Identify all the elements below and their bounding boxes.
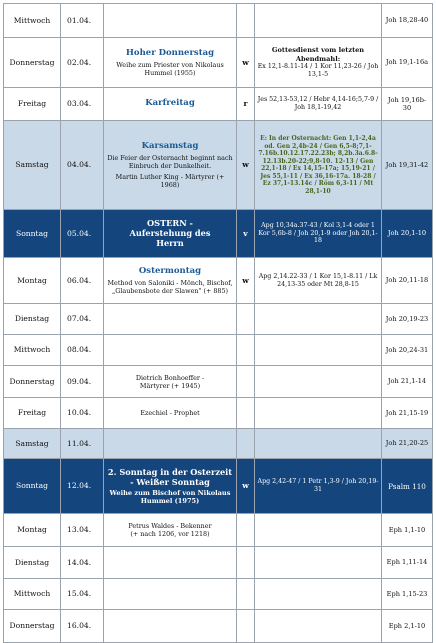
weekday: Donnerstag xyxy=(4,366,61,398)
liturgical-color xyxy=(237,366,255,398)
liturgical-color: w xyxy=(237,38,255,88)
readings xyxy=(255,258,382,304)
gospel-reading: Joh 20,11-18 xyxy=(382,258,433,304)
gospel-reading: Joh 19,31-42 xyxy=(382,121,433,210)
readings xyxy=(255,514,382,547)
readings xyxy=(255,398,382,429)
day-row xyxy=(4,304,433,335)
weekday: Freitag xyxy=(4,398,61,429)
feast-title: OSTERN - Auferstehung des Herrn xyxy=(129,217,211,249)
readings xyxy=(255,547,382,579)
gospel-reading: Joh 20,1-10 xyxy=(382,210,433,258)
easter-vigil-readings: E: In der Osternacht: Gen 1,1-2,4a od. Gen 2,4b-24 / Gen 6,5-8;7,1-7.16b.10.12.17.22.23b; 8,2b.3a.6.8-12.13b.20-22;9,8-10. 12-13 / Gen 22,1-18 / Ex 14,15-17a; 15,19-21 / Jes 55,1-11 / Ex 36,16-17a. 18-28 / Ez 37,1-13.14c / Röm 6,3-11 / Mt 28,1-10 xyxy=(258,135,378,195)
readings-text: Apg 10,34a.37-43 / Kol 3,1-4 oder 1 Kor 5,6b-8 / Joh 20,1-9 oder Joh 20,1-18 xyxy=(258,221,378,245)
readings xyxy=(255,429,382,459)
day-row xyxy=(4,366,433,398)
gospel-reading: Joh 20,19-23 xyxy=(382,304,433,335)
day-row xyxy=(4,547,433,579)
day-row xyxy=(4,88,433,121)
day-row xyxy=(4,429,433,459)
weekday: Samstag xyxy=(4,121,61,210)
readings xyxy=(255,610,382,643)
gospel-reading: Joh 18,28-40 xyxy=(382,4,433,38)
day-row xyxy=(4,610,433,643)
celebration xyxy=(104,258,237,304)
celebration xyxy=(104,610,237,643)
weekday: Sonntag xyxy=(4,459,61,514)
liturgical-color xyxy=(237,304,255,335)
liturgical-color: v xyxy=(237,210,255,258)
readings-text: Ex 12,1-8.11-14 / 1 Kor 11,23-26 / Joh 13,1-5 xyxy=(257,62,379,78)
date: 08.04. xyxy=(61,335,104,366)
date: 05.04. xyxy=(61,210,104,258)
date: 03.04. xyxy=(61,88,104,121)
celebration xyxy=(104,429,237,459)
gospel-reading: Eph 1,15-23 xyxy=(382,579,433,610)
feast-title: 2. Sonntag in der Osterzeit - Weißer Sonntag xyxy=(107,467,233,488)
feast-title: Karfreitag xyxy=(145,97,195,108)
celebration xyxy=(104,88,237,121)
celebration xyxy=(104,304,237,335)
celebration xyxy=(104,210,237,258)
liturgical-color xyxy=(237,579,255,610)
celebration xyxy=(104,579,237,610)
commemoration: Petrus Waldes - Bekenner (+ nach 1206, vor 1218) xyxy=(128,522,212,538)
date: 02.04. xyxy=(61,38,104,88)
day-row xyxy=(4,258,433,304)
readings xyxy=(255,210,382,258)
date: 07.04. xyxy=(61,304,104,335)
liturgical-color xyxy=(237,610,255,643)
weekday: Montag xyxy=(4,514,61,547)
liturgical-color: w xyxy=(237,258,255,304)
weekday: Donnerstag xyxy=(4,610,61,643)
readings xyxy=(255,38,382,88)
liturgical-color xyxy=(237,335,255,366)
weekday: Dienstag xyxy=(4,304,61,335)
readings xyxy=(255,121,382,210)
date: 04.04. xyxy=(61,121,104,210)
celebration xyxy=(104,38,237,88)
gospel-reading: Joh 19,16b-30 xyxy=(382,88,433,121)
gospel-reading: Eph 1,1-10 xyxy=(382,514,433,547)
gospel-reading: Joh 21,20-25 xyxy=(382,429,433,459)
commemoration: Ezechiel - Prophet xyxy=(140,409,200,417)
liturgical-color xyxy=(237,398,255,429)
weekday: Mittwoch xyxy=(4,335,61,366)
liturgical-color: w xyxy=(237,121,255,210)
weekday: Sonntag xyxy=(4,210,61,258)
celebration xyxy=(104,4,237,38)
celebration xyxy=(104,547,237,579)
day-row xyxy=(4,210,433,258)
feast-subtitle: Die Feier der Osternacht beginnt nach Einbruch der Dunkelheit. xyxy=(107,153,233,170)
liturgical-calendar-table xyxy=(3,3,433,643)
date: 13.04. xyxy=(61,514,104,547)
readings xyxy=(255,366,382,398)
liturgical-color xyxy=(237,429,255,459)
date: 12.04. xyxy=(61,459,104,514)
celebration xyxy=(104,459,237,514)
gospel-reading: Joh 19,1-16a xyxy=(382,38,433,88)
liturgical-color xyxy=(237,514,255,547)
readings xyxy=(255,459,382,514)
date: 14.04. xyxy=(61,547,104,579)
readings-text: Jes 52,13-53,12 / Hebr 4,14-16;5,7-9 / Joh 18,1-19,42 xyxy=(257,96,379,111)
readings-text: Apg 2,14.22-33 / 1 Kor 15,1-8.11 / Lk 24,13-35 oder Mt 28,8-15 xyxy=(258,272,378,288)
day-row xyxy=(4,579,433,610)
feast-subtitle: Weihe zum Priester von Nikolaus Hummel (1955) xyxy=(116,60,224,77)
liturgical-color xyxy=(237,4,255,38)
date: 06.04. xyxy=(61,258,104,304)
readings xyxy=(255,304,382,335)
gospel-reading: Eph 2,1-10 xyxy=(382,610,433,643)
readings-heading: Gottesdienst vom letzten Abendmahl: xyxy=(271,46,365,63)
readings xyxy=(255,4,382,38)
weekday: Montag xyxy=(4,258,61,304)
day-row xyxy=(4,4,433,38)
readings xyxy=(255,335,382,366)
weekday: Mittwoch xyxy=(4,4,61,38)
celebration xyxy=(104,121,237,210)
readings-text: Apg 2,42-47 / 1 Petr 1,3-9 / Joh 20,19-31 xyxy=(257,478,379,493)
day-row xyxy=(4,459,433,514)
weekday: Donnerstag xyxy=(4,38,61,88)
date: 10.04. xyxy=(61,398,104,429)
day-row xyxy=(4,335,433,366)
readings xyxy=(255,579,382,610)
celebration xyxy=(104,514,237,547)
feast-title: Ostermontag xyxy=(138,266,202,277)
celebration xyxy=(104,366,237,398)
commemoration: Method von Saloniki - Mönch, Bischof, „Glaubensbote der Slawen" (+ 885) xyxy=(107,278,233,295)
celebration xyxy=(104,335,237,366)
day-row xyxy=(4,398,433,429)
commemoration: Dietrich Bonhoeffer - Märtyrer (+ 1945) xyxy=(135,373,205,390)
feast-title: Hoher Donnerstag xyxy=(125,48,215,59)
readings xyxy=(255,88,382,121)
feast-subtitle: Weihe zum Bischof von Nikolaus Hummel (1975) xyxy=(109,488,231,505)
weekday: Samstag xyxy=(4,429,61,459)
date: 01.04. xyxy=(61,4,104,38)
liturgical-color xyxy=(237,547,255,579)
gospel-reading: Joh 21,15-19 xyxy=(382,398,433,429)
weekday: Freitag xyxy=(4,88,61,121)
date: 09.04. xyxy=(61,366,104,398)
weekday: Dienstag xyxy=(4,547,61,579)
gospel-reading: Eph 1,11-14 xyxy=(382,547,433,579)
weekday: Mittwoch xyxy=(4,579,61,610)
day-row xyxy=(4,121,433,210)
gospel-reading: Psalm 110 xyxy=(382,459,433,514)
liturgical-color: w xyxy=(237,459,255,514)
gospel-reading: Joh 21,1-14 xyxy=(382,366,433,398)
date: 15.04. xyxy=(61,579,104,610)
day-row xyxy=(4,38,433,88)
date: 16.04. xyxy=(61,610,104,643)
day-row xyxy=(4,514,433,547)
date: 11.04. xyxy=(61,429,104,459)
liturgical-color: r xyxy=(237,88,255,121)
commemoration: Martin Luther King - Märtyrer (+ 1968) xyxy=(115,172,225,189)
feast-title: Karsamstag xyxy=(141,141,199,152)
celebration xyxy=(104,398,237,429)
gospel-reading: Joh 20,24-31 xyxy=(382,335,433,366)
